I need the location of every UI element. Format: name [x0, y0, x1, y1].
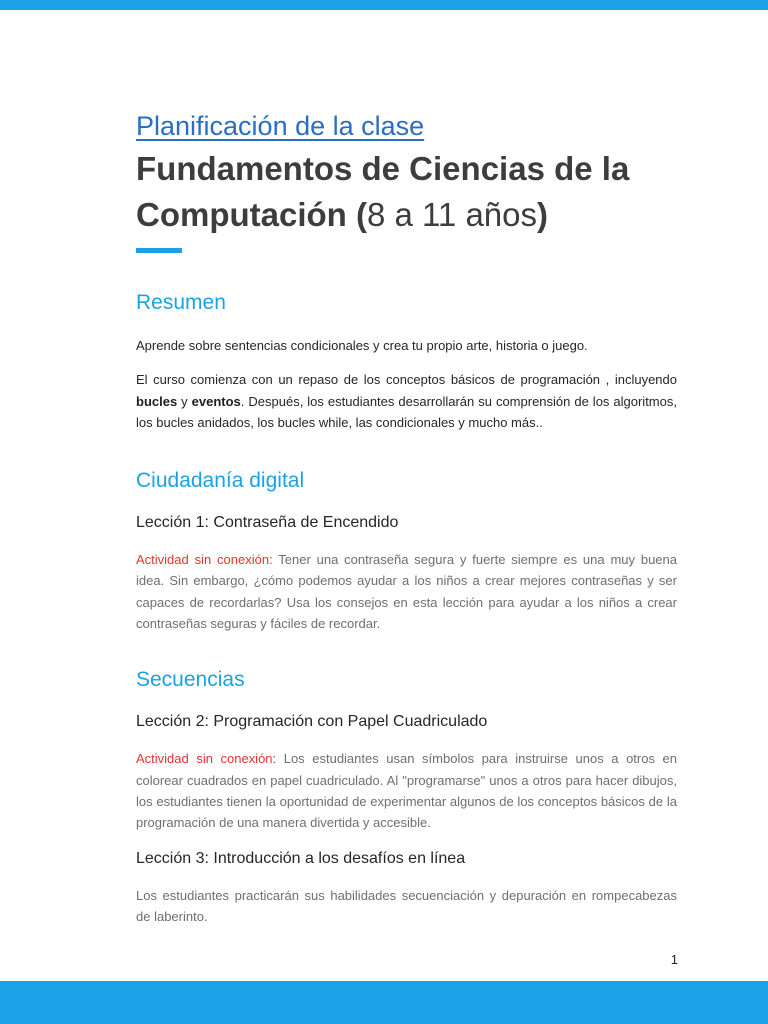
keyword-loops: bucles: [136, 393, 178, 409]
title-accent-line: [136, 248, 182, 253]
offline-activity-tag: Actividad sin conexión:: [136, 552, 273, 568]
summary-description-start: El curso comienza con un repaso de los conceptos básicos de programación , incluyendo: [136, 372, 677, 388]
page-title-bold: Fundamentos de Ciencias de la Computación (: [136, 150, 630, 233]
lesson-2: [136, 711, 677, 833]
summary-description: [136, 369, 677, 433]
lesson-2-title: Lección 2: Programación con Papel Cuadriculado: [136, 713, 488, 731]
summary-heading: Resumen: [136, 291, 226, 314]
lesson-1: [136, 512, 677, 634]
summary-section: [136, 289, 677, 433]
page-title: [136, 146, 677, 238]
lesson-2-description: [136, 748, 677, 833]
lesson-1-text: Tener una contraseña segura y fuerte siempre es una muy buena idea. Sin embargo, ¿cómo podemos ayudar a los niños a crear mejores contraseñas y ser capaces de recordarlas? Usa los consejos en esta lección para ayudar a los niños a crear contraseñas seguras y fáciles de recordar.: [136, 552, 677, 632]
sequences-section: [136, 666, 677, 927]
lesson-1-title: Lección 1: Contraseña de Encendido: [136, 514, 399, 532]
top-accent-bar: [0, 0, 768, 10]
age-range: 8 a 11 años: [366, 196, 538, 233]
keyword-events: eventos: [191, 393, 241, 409]
offline-activity-tag: Actividad sin conexión:: [136, 751, 277, 767]
summary-intro: Aprende sobre sentencias condicionales y crea tu propio arte, historia o juego.: [136, 338, 588, 353]
lesson-1-description: [136, 549, 677, 634]
page-number: 1: [670, 952, 678, 967]
lesson-plan-page: [136, 108, 677, 927]
summary-description-and: y: [177, 393, 192, 409]
summary-description-end: . Después, los estudiantes desarrollarán su comprensión de los algoritmos, los bucles anidados, los bucles while, las condicionales y mucho más..: [136, 393, 677, 430]
lesson-3-description: Los estudiantes practicarán sus habilidades secuenciación y depuración en rompecabezas de laberinto.: [136, 887, 677, 924]
lesson-plan-link[interactable]: Planificación de la clase: [136, 111, 425, 141]
lesson-3: [136, 848, 677, 928]
page-title-close: ): [537, 196, 549, 233]
sequences-heading: Secuencias: [136, 668, 245, 692]
lesson-3-title: Lección 3: Introducción a los desafíos en línea: [136, 849, 466, 867]
bottom-accent-bar: [0, 981, 768, 1024]
digital-citizenship-section: [136, 467, 677, 634]
lesson-2-text: Los estudiantes usan símbolos para instruirse unos a otros en colorear cuadrados en papel cuadriculado. Al "programarse" unos a otros para hacer dibujos, los estudiantes tienen la oportunidad de experimentar algunos de los conceptos básicos de la programación de una manera divertida y accesible.: [136, 751, 677, 831]
digital-citizenship-heading: Ciudadanía digital: [136, 469, 305, 493]
